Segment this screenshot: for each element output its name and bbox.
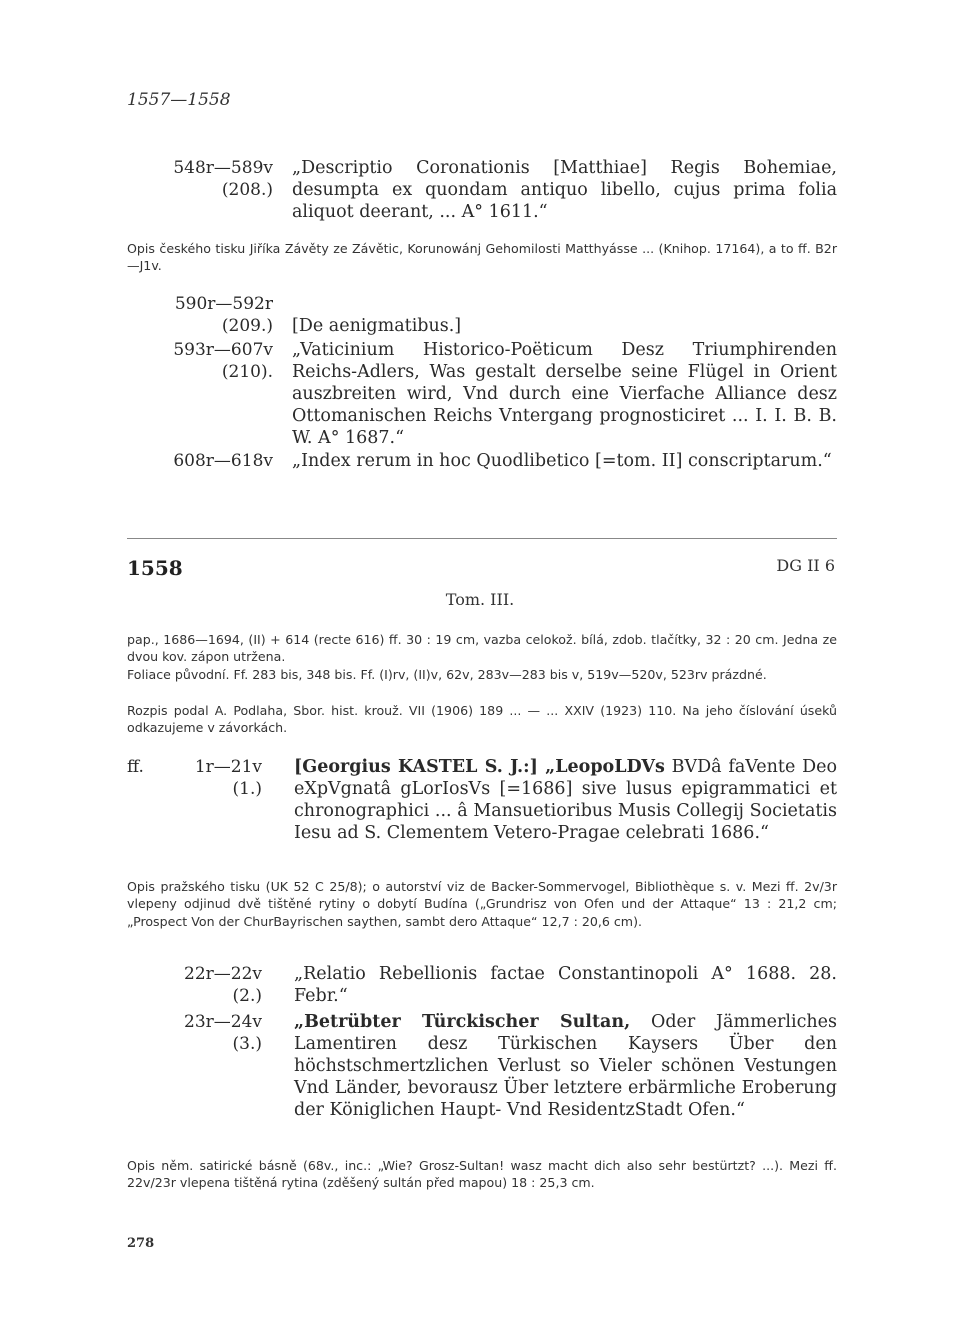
folio-ref: 608r—618v <box>173 451 273 471</box>
ff-label: ff. <box>127 757 144 777</box>
folio-ref: 23r—24v (3.) <box>184 1012 262 1054</box>
note-paragraph: Opis českého tisku Jiříka Závěty ze Závětic, Korunowánj Gehomilosti Matthyásse ... (Knihop. 17164), a to ff. B2r—J1v. <box>127 241 837 274</box>
entry-title-rest: Oder Jämmerliches Lamentiren desz Türkischen Kaysers Über den höchstschmertzlichen Verlust so Vieler schönen Vestungen Vnd Länder, bevorausz Über letztere erbärmliche Eroberung der Königlichen Haupt- Vnd ResidentzStadt Ofen.“ <box>294 1012 837 1120</box>
folio-ref: 593r—607v (210). <box>173 340 273 382</box>
entry-title: „Descriptio Coronationis [Matthiae] Regis Bohemiae, desumpta ex quondam antiquo libello, cujus prima folia aliquot deerant, ... A° 1611.“ <box>292 158 837 222</box>
description-reference: Rozpis podal A. Podlaha, Sbor. hist. krouž. VII (1906) 189 ... — ... XXIV (1923) 110. Na jeho číslování úseků odkazujeme v závorkách. <box>127 703 837 736</box>
description-physical: pap., 1686—1694, (II) + 614 (recte 616) ff. 30 : 19 cm, vazba celokož. bílá, zdob. tlačítky, 32 : 20 cm. Jedna ze dvou kov. zápon utržena. <box>127 632 837 665</box>
folio-ref: 1r—21v (1.) <box>194 757 262 799</box>
section-divider <box>127 538 837 539</box>
tome-label: Tom. III. <box>445 590 515 609</box>
entry-title-lead: „Betrübter Türckischer Sultan, <box>294 1012 631 1032</box>
entry-title: „Index rerum in hoc Quodlibetico [=tom. II] conscriptarum.“ <box>292 451 832 471</box>
description-foliation: Foliace původní. Ff. 283 bis, 348 bis. Ff. (I)rv, (II)v, 62v, 283v—283 bis v, 519v—520v, 523rv prázdné. <box>127 667 767 682</box>
folio-ref: 22r—22v (2.) <box>184 964 262 1006</box>
note-paragraph: Opis pražského tisku (UK 52 C 25/8); o autorství viz de Backer-Sommervogel, Bibliothèque s. v. Mezi ff. 2v/3r vlepeny odjinud dvě tištěné rytiny o dobytí Budína („Grundrisz von Ofen und der Attaque“ 13 : 21,2 cm; „Prospect Von der ChurBayrischen saythen, sambt dero Attaque“ 12,7 : 20,6 cm). <box>127 879 837 929</box>
shelf-mark: DG II 6 <box>776 556 835 575</box>
folio-ref: 548r—589v (208.) <box>173 158 273 200</box>
page-number: 278 <box>127 1236 155 1251</box>
entry-title-rest: BVDâ faVente Deo eXpVgnatâ gLorIosVs [=1686] sive lusus epigrammatici et chronographici ... â Mansuetioribus Musis Collegij Societatis Iesu ad S. Clementem Vetero-Pragae celebrati 1686.“ <box>294 757 837 843</box>
manuscript-number: 1558 <box>127 556 183 580</box>
entry-title <box>294 756 837 844</box>
entry-title: „Relatio Rebellionis factae Constantinopoli A° 1688. 28. Febr.“ <box>294 964 837 1006</box>
entry-author: [Georgius KASTEL S. J.:] „LeopoLDVs <box>294 757 665 777</box>
running-head: 1557—1558 <box>127 90 231 110</box>
entry-title: „Vaticinium Historico-Poëticum Desz Triumphirenden Reichs-Adlers, Was gestalt derselbe seine Flügel in Orient auszbreiten wird, Vnd durch eine Vierfache Alliance desz Ottomanischen Reichs Vntergang prognosticiret ... I. I. B. B. W. A° 1687.“ <box>292 340 837 448</box>
folio-ref: 590r—592r (209.) <box>174 294 273 336</box>
entry-title: [De aenigmatibus.] <box>292 316 462 336</box>
entry-title <box>294 1011 837 1121</box>
note-paragraph: Opis něm. satirické básně (68v., inc.: „Wie? Grosz-Sultan! wasz macht dich also sehr bestürtzt? ...). Mezi ff. 22v/23r vlepena tištěná rytina (zděšený sultán před mapou) 18 : 25,3 cm. <box>127 1158 837 1191</box>
